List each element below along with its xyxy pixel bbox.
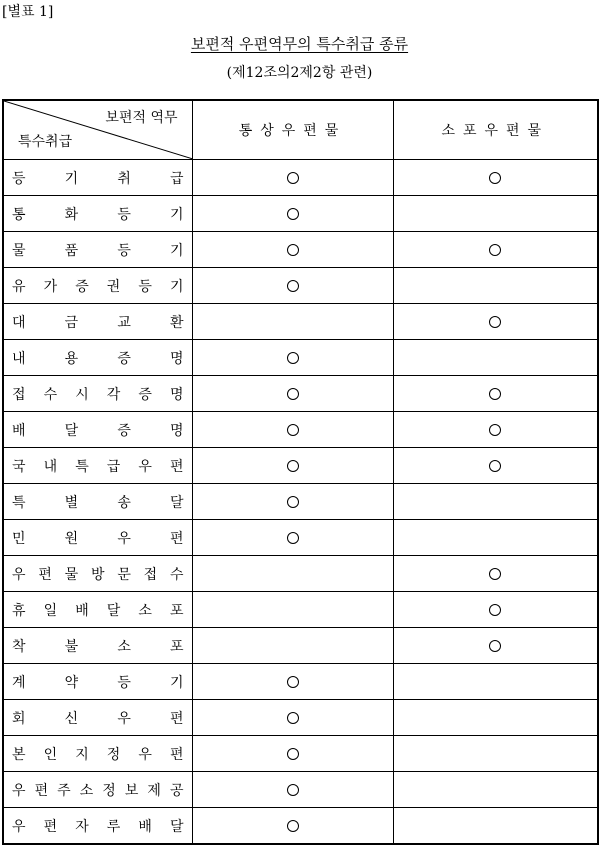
corner-top-label: 보편적 역무	[105, 110, 178, 126]
table-header-row	[3, 100, 598, 160]
regular-mail-mark-cell	[192, 196, 393, 232]
table-row	[3, 340, 598, 376]
regular-mail-mark-cell	[192, 736, 393, 772]
row-name-cell	[3, 196, 192, 232]
row-name-cell	[3, 340, 192, 376]
row-name-cell	[3, 664, 192, 700]
table-row	[3, 700, 598, 736]
document-title-text: 보편적 우편역무의 특수취급 종류	[190, 35, 409, 53]
row-name: 유 가 증 권 등 기	[12, 278, 184, 295]
row-name-cell	[3, 484, 192, 520]
circle-mark-icon	[287, 748, 299, 760]
table-row	[3, 484, 598, 520]
regular-mail-mark-cell	[192, 232, 393, 268]
row-name: 배 달 증 명	[12, 422, 184, 439]
table-row	[3, 196, 598, 232]
corner-bottom-label: 특수취급	[18, 134, 73, 150]
row-name-cell	[3, 772, 192, 808]
parcel-mail-mark-cell	[393, 448, 598, 484]
circle-mark-icon	[489, 460, 501, 472]
regular-mail-mark-cell	[192, 592, 393, 628]
regular-mail-mark-cell	[192, 484, 393, 520]
circle-mark-icon	[489, 388, 501, 400]
regular-mail-mark-cell	[192, 628, 393, 664]
table-row	[3, 412, 598, 448]
parcel-mail-mark-cell	[393, 700, 598, 736]
circle-mark-icon	[287, 280, 299, 292]
row-name-cell	[3, 160, 192, 196]
table-row	[3, 304, 598, 340]
document-title	[0, 33, 599, 54]
parcel-mail-mark-cell	[393, 520, 598, 556]
circle-mark-icon	[489, 316, 501, 328]
table-row	[3, 232, 598, 268]
regular-mail-mark-cell	[192, 268, 393, 304]
row-name: 물 품 등 기	[12, 242, 184, 259]
parcel-mail-mark-cell	[393, 196, 598, 232]
row-name-cell	[3, 268, 192, 304]
regular-mail-mark-cell	[192, 160, 393, 196]
row-name-cell	[3, 556, 192, 592]
parcel-mail-mark-cell	[393, 592, 598, 628]
regular-mail-mark-cell	[192, 700, 393, 736]
row-name: 본 인 지 정 우 편	[12, 746, 184, 763]
circle-mark-icon	[287, 496, 299, 508]
regular-mail-mark-cell	[192, 340, 393, 376]
row-name: 우 편 자 루 배 달	[12, 818, 184, 835]
row-name-cell	[3, 304, 192, 340]
special-handling-table	[2, 99, 599, 845]
row-name: 내 용 증 명	[12, 350, 184, 367]
row-name: 계 약 등 기	[12, 674, 184, 691]
row-name-cell	[3, 412, 192, 448]
row-name-cell	[3, 808, 192, 845]
row-name: 휴 일 배 달 소 포	[12, 602, 184, 619]
appendix-label: [별표 1]	[2, 4, 54, 20]
circle-mark-icon	[287, 424, 299, 436]
table-row	[3, 268, 598, 304]
column-header-regular-mail: 통상우편물	[192, 100, 393, 160]
regular-mail-mark-cell	[192, 520, 393, 556]
regular-mail-mark-cell	[192, 376, 393, 412]
row-name: 통 화 등 기	[12, 206, 184, 223]
document-subtitle: (제12조의2제2항 관련)	[226, 65, 373, 81]
regular-mail-mark-cell	[192, 448, 393, 484]
row-name-cell	[3, 520, 192, 556]
table-row	[3, 592, 598, 628]
row-name-cell	[3, 232, 192, 268]
regular-mail-mark-cell	[192, 808, 393, 845]
circle-mark-icon	[489, 172, 501, 184]
table-row	[3, 628, 598, 664]
circle-mark-icon	[489, 424, 501, 436]
circle-mark-icon	[287, 784, 299, 796]
circle-mark-icon	[287, 676, 299, 688]
table-row	[3, 376, 598, 412]
parcel-mail-mark-cell	[393, 628, 598, 664]
circle-mark-icon	[287, 532, 299, 544]
table-row	[3, 160, 598, 196]
parcel-mail-mark-cell	[393, 808, 598, 845]
regular-mail-mark-cell	[192, 304, 393, 340]
parcel-mail-mark-cell	[393, 664, 598, 700]
row-name: 우 편 물 방 문 접 수	[12, 566, 184, 583]
row-name: 등 기 취 급	[12, 170, 184, 187]
row-name: 우 편 주 소 정 보 제 공	[12, 782, 184, 799]
circle-mark-icon	[489, 244, 501, 256]
row-name: 민 원 우 편	[12, 530, 184, 547]
row-name-cell	[3, 628, 192, 664]
row-name-cell	[3, 448, 192, 484]
table-row	[3, 808, 598, 845]
column-header-parcel-mail: 소포우편물	[393, 100, 598, 160]
circle-mark-icon	[489, 640, 501, 652]
parcel-mail-mark-cell	[393, 232, 598, 268]
parcel-mail-mark-cell	[393, 160, 598, 196]
circle-mark-icon	[489, 568, 501, 580]
row-name: 회 신 우 편	[12, 710, 184, 727]
regular-mail-mark-cell	[192, 664, 393, 700]
regular-mail-mark-cell	[192, 556, 393, 592]
parcel-mail-mark-cell	[393, 376, 598, 412]
row-name-cell	[3, 736, 192, 772]
circle-mark-icon	[489, 604, 501, 616]
regular-mail-mark-cell	[192, 772, 393, 808]
table-row	[3, 664, 598, 700]
circle-mark-icon	[287, 712, 299, 724]
corner-header-cell	[3, 100, 192, 160]
row-name: 국 내 특 급 우 편	[12, 458, 184, 475]
circle-mark-icon	[287, 820, 299, 832]
row-name-cell	[3, 700, 192, 736]
row-name: 착 불 소 포	[12, 638, 184, 655]
row-name-cell	[3, 592, 192, 628]
table-row	[3, 772, 598, 808]
circle-mark-icon	[287, 208, 299, 220]
table-row	[3, 736, 598, 772]
parcel-mail-mark-cell	[393, 556, 598, 592]
circle-mark-icon	[287, 172, 299, 184]
row-name-cell	[3, 376, 192, 412]
circle-mark-icon	[287, 460, 299, 472]
parcel-mail-mark-cell	[393, 268, 598, 304]
table-row	[3, 520, 598, 556]
parcel-mail-mark-cell	[393, 484, 598, 520]
row-name: 대 금 교 환	[12, 314, 184, 331]
circle-mark-icon	[287, 244, 299, 256]
regular-mail-mark-cell	[192, 412, 393, 448]
circle-mark-icon	[287, 388, 299, 400]
parcel-mail-mark-cell	[393, 340, 598, 376]
parcel-mail-mark-cell	[393, 412, 598, 448]
parcel-mail-mark-cell	[393, 772, 598, 808]
parcel-mail-mark-cell	[393, 304, 598, 340]
table-row	[3, 556, 598, 592]
row-name: 접 수 시 각 증 명	[12, 386, 184, 403]
circle-mark-icon	[287, 352, 299, 364]
parcel-mail-mark-cell	[393, 736, 598, 772]
row-name: 특 별 송 달	[12, 494, 184, 511]
table-row	[3, 448, 598, 484]
